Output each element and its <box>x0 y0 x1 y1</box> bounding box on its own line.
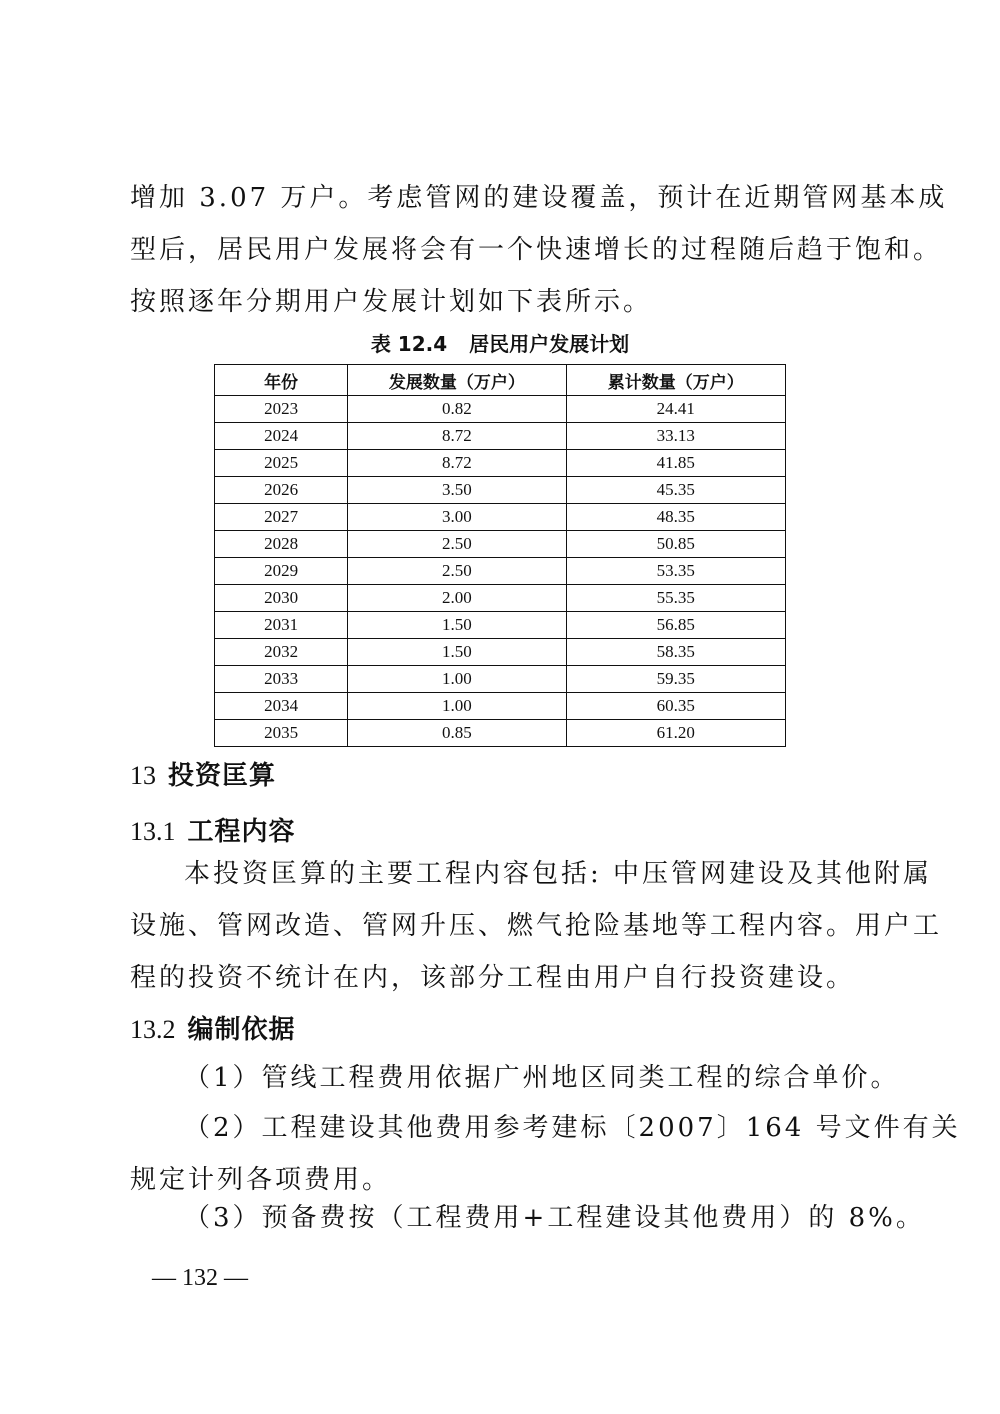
table-row <box>215 639 786 666</box>
cell-development-count: 8.72 <box>348 423 566 450</box>
text-line: （3）预备费按（工程费用+工程建设其他费用）的 8%。 <box>184 1203 925 1233</box>
cell-year: 2035 <box>215 720 348 747</box>
section-title: 投资匡算 <box>168 761 277 791</box>
cell-cumulative-count: 33.13 <box>566 423 785 450</box>
cell-development-count: 3.00 <box>348 504 566 531</box>
cell-cumulative-count: 48.35 <box>566 504 785 531</box>
section-number: 13.1 <box>130 817 176 846</box>
basis-item-1 <box>130 1052 900 1104</box>
table-header-row <box>215 365 786 396</box>
text-line: 增加 3.07 万户。考虑管网的建设覆盖，预计在近期管网基本成 <box>130 183 948 213</box>
cell-development-count: 0.82 <box>348 396 566 423</box>
text-line: 程的投资不统计在内，该部分工程由用户自行投资建设。 <box>130 963 856 993</box>
cell-cumulative-count: 53.35 <box>566 558 785 585</box>
page-number: — 132 — <box>152 1265 248 1291</box>
cell-cumulative-count: 55.35 <box>566 585 785 612</box>
table-row <box>215 693 786 720</box>
text-line: 按照逐年分期用户发展计划如下表所示。 <box>130 287 653 317</box>
table-row <box>215 666 786 693</box>
cell-cumulative-count: 56.85 <box>566 612 785 639</box>
cell-year: 2031 <box>215 612 348 639</box>
text-line: 型后，居民用户发展将会有一个快速增长的过程随后趋于饱和。 <box>130 235 943 265</box>
cell-cumulative-count: 50.85 <box>566 531 785 558</box>
cell-cumulative-count: 45.35 <box>566 477 785 504</box>
table-row <box>215 504 786 531</box>
text-line: （1）管线工程费用依据广州地区同类工程的综合单价。 <box>184 1063 900 1093</box>
residential-user-plan-table <box>214 364 786 747</box>
table-row <box>215 558 786 585</box>
text-line: （2）工程建设其他费用参考建标〔2007〕164 号文件有关 <box>184 1113 961 1143</box>
cell-development-count: 2.00 <box>348 585 566 612</box>
cell-cumulative-count: 61.20 <box>566 720 785 747</box>
section-13-1-paragraph <box>130 848 943 1004</box>
cell-year: 2023 <box>215 396 348 423</box>
cell-cumulative-count: 60.35 <box>566 693 785 720</box>
section-heading-13-1 <box>130 812 296 852</box>
cell-cumulative-count: 24.41 <box>566 396 785 423</box>
cell-year: 2026 <box>215 477 348 504</box>
table-body <box>215 396 786 747</box>
cell-development-count: 0.85 <box>348 720 566 747</box>
table-caption <box>200 330 800 358</box>
cell-development-count: 8.72 <box>348 450 566 477</box>
cell-year: 2033 <box>215 666 348 693</box>
table-caption-title: 居民用户发展计划 <box>469 332 630 356</box>
cell-development-count: 3.50 <box>348 477 566 504</box>
cell-year: 2032 <box>215 639 348 666</box>
cell-development-count: 1.50 <box>348 612 566 639</box>
cell-year: 2028 <box>215 531 348 558</box>
section-number: 13 <box>130 761 156 790</box>
cell-cumulative-count: 41.85 <box>566 450 785 477</box>
header-year: 年份 <box>215 365 348 396</box>
section-title: 编制依据 <box>187 1015 296 1045</box>
table-row <box>215 531 786 558</box>
cell-year: 2025 <box>215 450 348 477</box>
table-row <box>215 477 786 504</box>
cell-year: 2030 <box>215 585 348 612</box>
table-row <box>215 423 786 450</box>
header-development-count: 发展数量（万户） <box>348 365 566 396</box>
cell-development-count: 1.50 <box>348 639 566 666</box>
table-row <box>215 720 786 747</box>
intro-paragraph <box>130 172 948 328</box>
cell-year: 2034 <box>215 693 348 720</box>
table-row <box>215 396 786 423</box>
cell-development-count: 2.50 <box>348 531 566 558</box>
cell-cumulative-count: 58.35 <box>566 639 785 666</box>
cell-cumulative-count: 59.35 <box>566 666 785 693</box>
table-row <box>215 450 786 477</box>
cell-development-count: 1.00 <box>348 693 566 720</box>
table-caption-number: 表 12.4 <box>370 332 448 356</box>
table-row <box>215 612 786 639</box>
cell-year: 2027 <box>215 504 348 531</box>
text-line: 本投资匡算的主要工程内容包括: 中压管网建设及其他附属 <box>184 859 933 889</box>
basis-item-2 <box>130 1102 961 1206</box>
section-heading-13 <box>130 756 276 796</box>
basis-item-3 <box>130 1192 925 1244</box>
cell-development-count: 2.50 <box>348 558 566 585</box>
section-heading-13-2 <box>130 1010 296 1050</box>
section-title: 工程内容 <box>187 817 296 847</box>
cell-year: 2024 <box>215 423 348 450</box>
text-line: 规定计列各项费用。 <box>130 1165 392 1195</box>
text-line: 设施、管网改造、管网升压、燃气抢险基地等工程内容。用户工 <box>130 911 943 941</box>
section-number: 13.2 <box>130 1015 176 1044</box>
cell-year: 2029 <box>215 558 348 585</box>
header-cumulative-count: 累计数量（万户） <box>566 365 785 396</box>
cell-development-count: 1.00 <box>348 666 566 693</box>
table-row <box>215 585 786 612</box>
